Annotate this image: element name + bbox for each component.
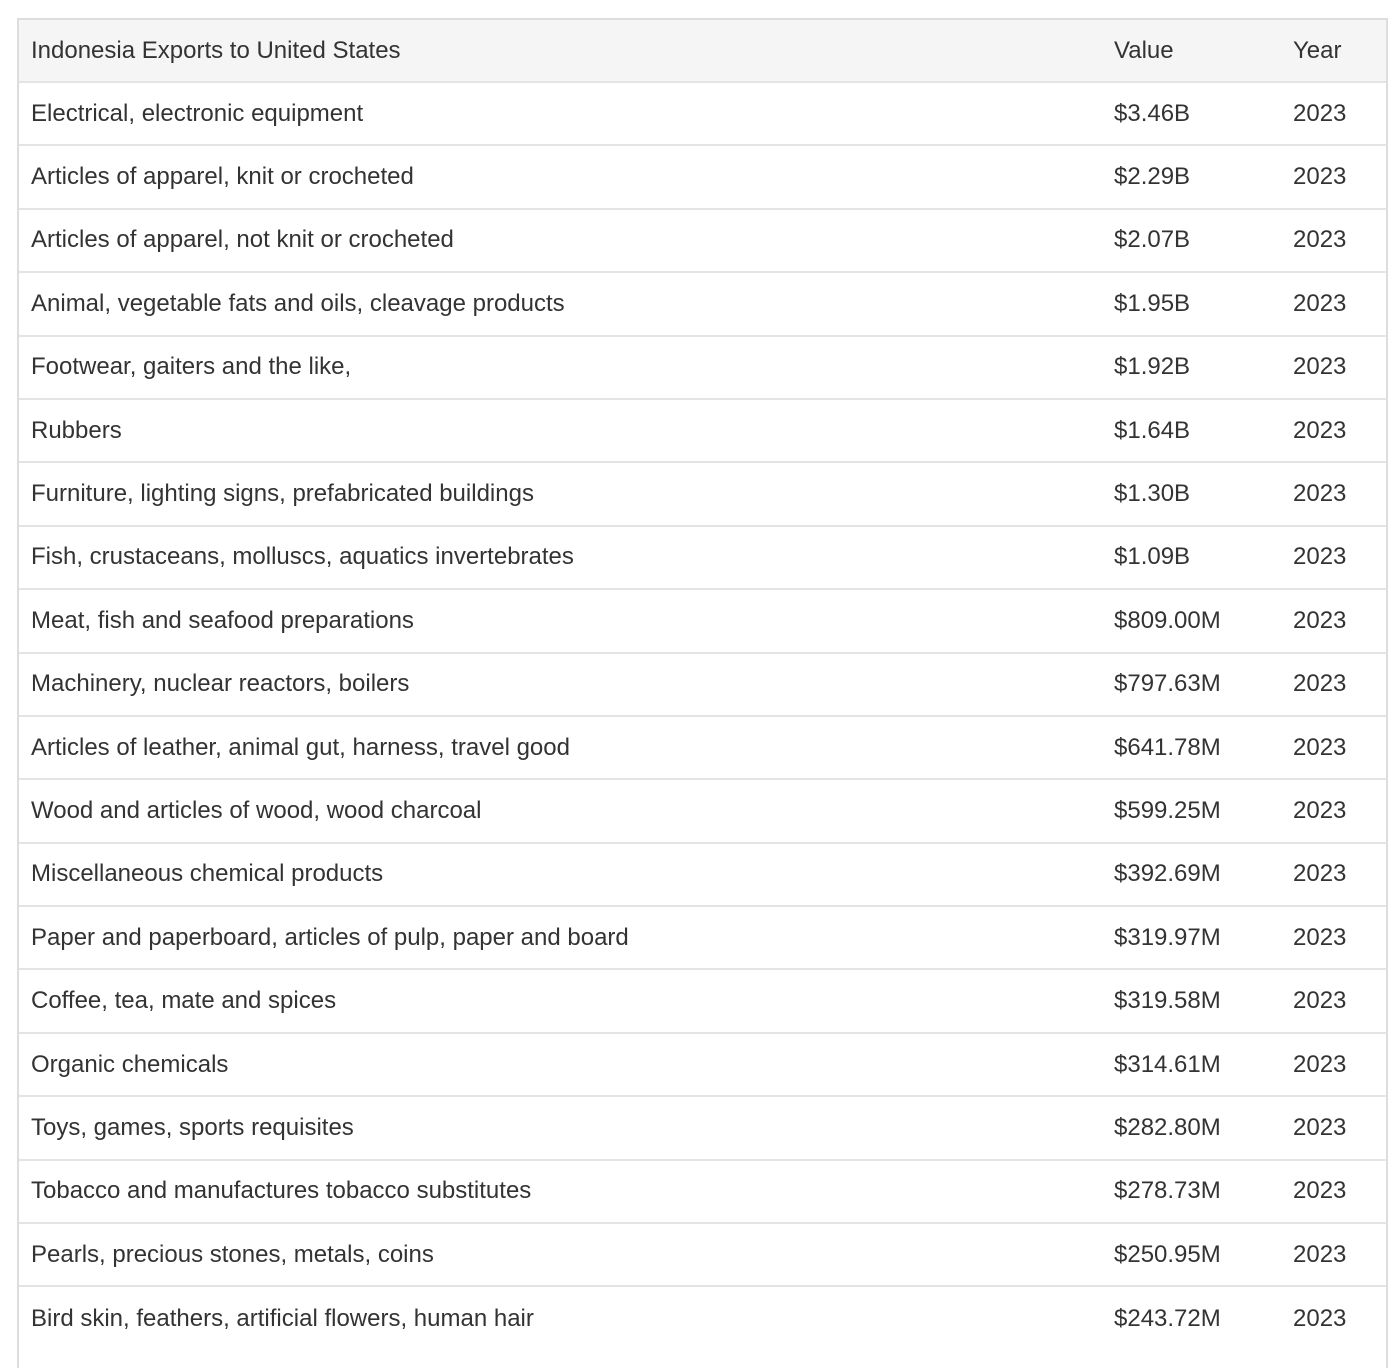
row-value: $319.97M (1114, 923, 1221, 951)
row-value: $1.30B (1114, 480, 1191, 508)
table-row (19, 1223, 1386, 1286)
table-row (19, 969, 1386, 1032)
row-value: $599.25M (1114, 796, 1221, 824)
row-value: $392.69M (1114, 860, 1221, 888)
table-row (19, 1286, 1386, 1349)
table-row (19, 272, 1386, 335)
row-name: Articles of leather, animal gut, harness, travel good (31, 733, 570, 761)
table-body (19, 82, 1386, 1350)
row-name: Bird skin, feathers, artificial flowers, human hair (31, 1304, 534, 1332)
table-row (19, 653, 1386, 716)
row-year: 2023 (1293, 480, 1347, 508)
table-row (19, 716, 1386, 779)
row-year: 2023 (1293, 796, 1347, 824)
row-value: $641.78M (1114, 733, 1221, 761)
row-value: $1.92B (1114, 353, 1191, 381)
table-row (19, 843, 1386, 906)
row-name: Coffee, tea, mate and spices (31, 987, 337, 1015)
table-header (19, 20, 1386, 82)
row-value: $314.61M (1114, 1050, 1221, 1078)
row-name: Wood and articles of wood, wood charcoal (31, 796, 482, 824)
header-year: Year (1293, 36, 1342, 64)
row-year: 2023 (1293, 1113, 1347, 1141)
row-name: Miscellaneous chemical products (31, 860, 384, 888)
row-value: $319.58M (1114, 987, 1221, 1015)
table-row (19, 779, 1386, 842)
table-header-row (19, 20, 1386, 82)
row-year: 2023 (1293, 1304, 1347, 1332)
exports-table (19, 20, 1386, 1350)
row-name: Rubbers (31, 416, 122, 444)
table-row (19, 209, 1386, 272)
row-name: Articles of apparel, knit or crocheted (31, 163, 414, 191)
table-row (19, 1160, 1386, 1223)
row-name: Toys, games, sports requisites (31, 1113, 354, 1141)
row-year: 2023 (1293, 416, 1347, 444)
table-row (19, 82, 1386, 145)
row-value: $809.00M (1114, 606, 1221, 634)
row-name: Tobacco and manufactures tobacco substitutes (31, 1177, 532, 1205)
table-row (19, 906, 1386, 969)
row-name: Pearls, precious stones, metals, coins (31, 1240, 434, 1268)
table-row (19, 1096, 1386, 1159)
row-name: Furniture, lighting signs, prefabricated buildings (31, 480, 534, 508)
table-row (19, 589, 1386, 652)
table-row (19, 399, 1386, 462)
row-year: 2023 (1293, 226, 1347, 254)
row-name: Articles of apparel, not knit or crocheted (31, 226, 454, 254)
table-row (19, 462, 1386, 525)
row-year: 2023 (1293, 606, 1347, 634)
row-name: Meat, fish and seafood preparations (31, 606, 414, 634)
row-year: 2023 (1293, 987, 1347, 1015)
table-row (19, 145, 1386, 208)
row-year: 2023 (1293, 1240, 1347, 1268)
row-name: Organic chemicals (31, 1050, 229, 1078)
table-row (19, 526, 1386, 589)
row-year: 2023 (1293, 670, 1347, 698)
row-year: 2023 (1293, 99, 1347, 127)
row-name: Machinery, nuclear reactors, boilers (31, 670, 410, 698)
row-value: $250.95M (1114, 1240, 1221, 1268)
row-year: 2023 (1293, 353, 1347, 381)
row-year: 2023 (1293, 733, 1347, 761)
row-name: Animal, vegetable fats and oils, cleavage products (31, 289, 565, 317)
row-value: $243.72M (1114, 1304, 1221, 1332)
row-year: 2023 (1293, 163, 1347, 191)
row-value: $2.29B (1114, 163, 1191, 191)
header-value: Value (1114, 36, 1174, 64)
row-name: Fish, crustaceans, molluscs, aquatics invertebrates (31, 543, 574, 571)
row-value: $797.63M (1114, 670, 1221, 698)
header-name: Indonesia Exports to United States (31, 36, 401, 64)
row-year: 2023 (1293, 1050, 1347, 1078)
row-year: 2023 (1293, 923, 1347, 951)
row-value: $2.07B (1114, 226, 1191, 254)
row-year: 2023 (1293, 860, 1347, 888)
row-value: $1.95B (1114, 289, 1191, 317)
row-year: 2023 (1293, 1177, 1347, 1205)
row-value: $278.73M (1114, 1177, 1221, 1205)
row-value: $282.80M (1114, 1113, 1221, 1141)
row-name: Footwear, gaiters and the like, (31, 353, 352, 381)
row-year: 2023 (1293, 543, 1347, 571)
table-row (19, 1033, 1386, 1096)
row-name: Paper and paperboard, articles of pulp, paper and board (31, 923, 629, 951)
row-value: $1.09B (1114, 543, 1191, 571)
row-value: $1.64B (1114, 416, 1191, 444)
table-row (19, 336, 1386, 399)
row-value: $3.46B (1114, 99, 1191, 127)
row-year: 2023 (1293, 289, 1347, 317)
exports-table-container (17, 18, 1388, 1368)
row-name: Electrical, electronic equipment (31, 99, 364, 127)
